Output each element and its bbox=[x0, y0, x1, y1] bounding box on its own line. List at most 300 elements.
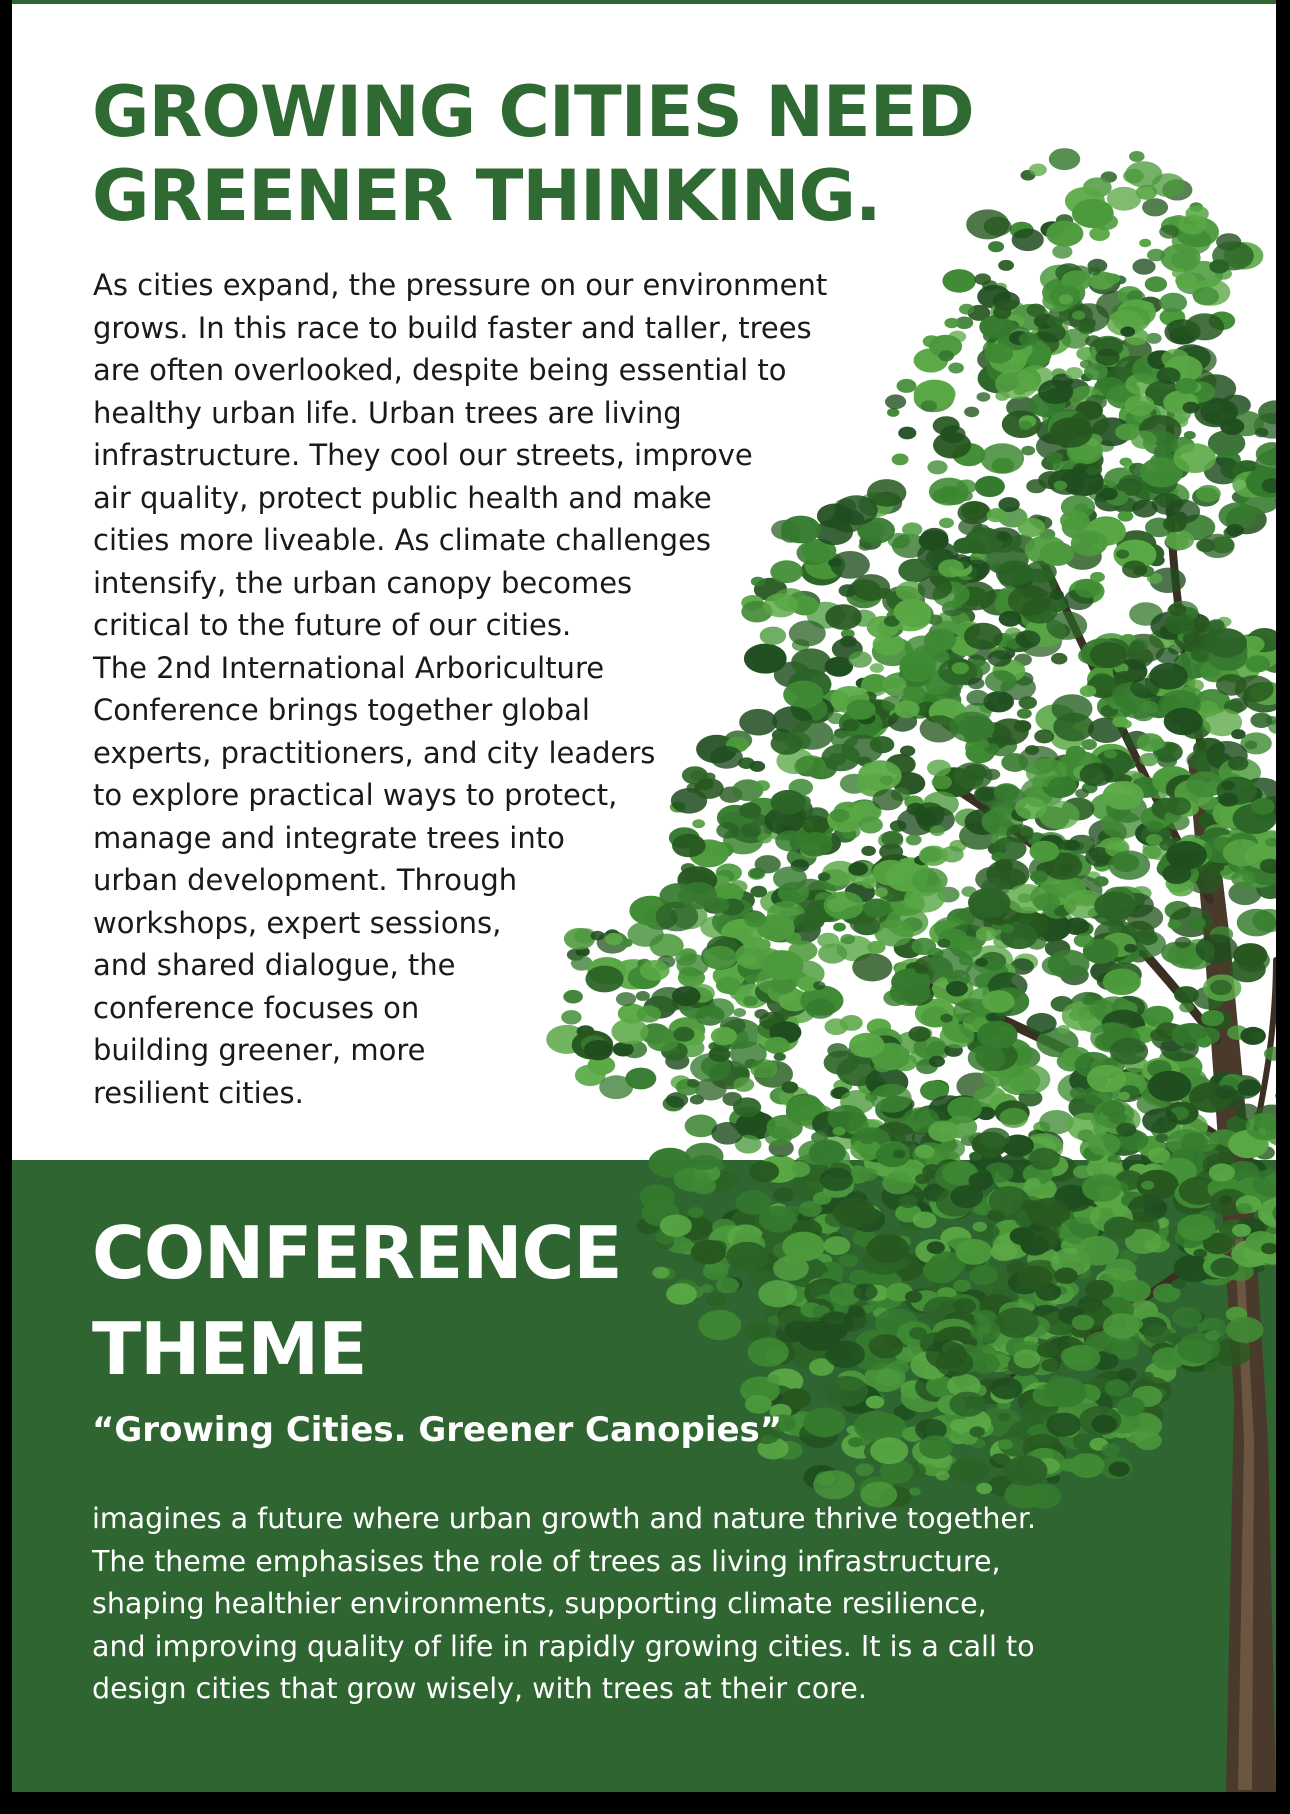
leaf bbox=[640, 960, 670, 981]
leaf bbox=[1094, 876, 1109, 886]
leaf bbox=[1187, 917, 1206, 930]
leaf bbox=[874, 888, 888, 898]
leaf bbox=[1200, 399, 1238, 426]
theme-body-line: design cities that grow wisely, with trees at their core. bbox=[92, 1672, 867, 1705]
leaf bbox=[894, 700, 919, 718]
leaf bbox=[1173, 443, 1216, 473]
leaf bbox=[1087, 1065, 1126, 1093]
leaf bbox=[861, 846, 876, 856]
intro-line: intensify, the urban canopy becomes bbox=[93, 565, 633, 600]
leaf bbox=[1004, 1456, 1047, 1486]
leaf bbox=[859, 1132, 876, 1144]
leaf bbox=[998, 260, 1014, 271]
leaf bbox=[1102, 1162, 1120, 1175]
leaf bbox=[1157, 367, 1181, 384]
leaf bbox=[1046, 221, 1083, 247]
leaf bbox=[1066, 746, 1086, 760]
leaf bbox=[1255, 428, 1269, 438]
leaf bbox=[1107, 187, 1141, 211]
leaf bbox=[1060, 510, 1090, 531]
leaf bbox=[1054, 481, 1068, 491]
leaf bbox=[1144, 1325, 1171, 1344]
leaf bbox=[1197, 1038, 1211, 1048]
leaf bbox=[1275, 1092, 1276, 1100]
leaf bbox=[827, 898, 847, 912]
leaf bbox=[1167, 1333, 1182, 1343]
leaf bbox=[1081, 739, 1097, 750]
leaf bbox=[1124, 944, 1137, 953]
leaf bbox=[672, 986, 701, 1006]
leaf bbox=[1075, 789, 1089, 799]
leaf bbox=[1059, 294, 1074, 304]
leaf bbox=[1209, 259, 1229, 273]
leaf bbox=[1041, 1359, 1060, 1372]
leaf bbox=[823, 1324, 847, 1341]
intro-line: are often overlooked, despite being essential to bbox=[93, 353, 787, 387]
leaf bbox=[716, 822, 739, 838]
leaf bbox=[803, 1407, 846, 1437]
leaf bbox=[1057, 1025, 1069, 1034]
leaf bbox=[1163, 516, 1187, 533]
leaf bbox=[770, 560, 803, 583]
leaf bbox=[1071, 530, 1108, 556]
leaf bbox=[749, 1161, 779, 1182]
leaf bbox=[849, 1033, 884, 1058]
intro-line: resilient cities. bbox=[93, 1075, 304, 1110]
leaf bbox=[1122, 561, 1147, 579]
leaf bbox=[980, 1128, 1010, 1149]
leaf bbox=[993, 306, 1012, 319]
leaf bbox=[833, 923, 846, 932]
leaf bbox=[1116, 1123, 1136, 1137]
leaf bbox=[1019, 421, 1032, 430]
leaf bbox=[976, 787, 996, 801]
leaf bbox=[1168, 603, 1186, 616]
leaf bbox=[605, 933, 623, 945]
leaf bbox=[1155, 1134, 1168, 1143]
leaf bbox=[703, 1262, 729, 1280]
leaf bbox=[1179, 215, 1207, 235]
leaf bbox=[1028, 1148, 1060, 1170]
leaf bbox=[930, 825, 945, 836]
leaf bbox=[703, 946, 737, 970]
leaf bbox=[673, 1027, 694, 1042]
leaf bbox=[1064, 917, 1089, 935]
intro-line: to explore practical ways to protect, bbox=[93, 778, 618, 812]
leaf bbox=[899, 1195, 918, 1208]
leaf bbox=[1108, 851, 1150, 880]
leaf bbox=[882, 1172, 914, 1194]
leaf bbox=[932, 775, 952, 789]
leaf bbox=[1064, 840, 1080, 851]
leaf bbox=[988, 1186, 1029, 1215]
leaf bbox=[1131, 431, 1157, 449]
leaf bbox=[974, 273, 991, 285]
leaf bbox=[711, 1027, 737, 1045]
theme-title-line: THEME bbox=[92, 1307, 367, 1391]
leaf bbox=[869, 1334, 904, 1358]
leaf bbox=[956, 1239, 993, 1265]
leaf bbox=[759, 1206, 797, 1233]
leaf bbox=[981, 443, 1025, 474]
intro-line: As cities expand, the pressure on our environment bbox=[93, 268, 828, 302]
leaf bbox=[1129, 641, 1145, 652]
leaf bbox=[726, 1242, 768, 1272]
leaf bbox=[732, 1066, 750, 1079]
leaf bbox=[768, 1375, 781, 1384]
leaf bbox=[852, 953, 892, 981]
leaf bbox=[1119, 1280, 1151, 1303]
leaf bbox=[781, 516, 821, 544]
leaf bbox=[886, 907, 928, 937]
leaf bbox=[983, 691, 1014, 712]
intro-line: manage and integrate trees into bbox=[93, 820, 565, 855]
leaf bbox=[739, 709, 777, 736]
intro-line: infrastructure. They cool our streets, improve bbox=[93, 438, 753, 472]
leaf bbox=[1184, 1042, 1196, 1051]
leaf bbox=[1120, 327, 1135, 337]
leaf bbox=[880, 776, 894, 786]
leaf bbox=[890, 978, 930, 1006]
leaf bbox=[866, 1396, 885, 1409]
leaf bbox=[959, 716, 994, 741]
leaf bbox=[870, 1084, 911, 1113]
leaf bbox=[976, 1483, 992, 1494]
leaf bbox=[684, 1143, 723, 1170]
leaf bbox=[898, 427, 916, 440]
leaf bbox=[706, 1293, 726, 1307]
leaf bbox=[1088, 266, 1101, 275]
leaf bbox=[1063, 1345, 1101, 1371]
leaf bbox=[692, 1177, 716, 1194]
leaf bbox=[1147, 249, 1165, 262]
leaf bbox=[1152, 493, 1183, 515]
leaf bbox=[1250, 713, 1272, 728]
leaf bbox=[940, 1014, 952, 1023]
leaf bbox=[1165, 614, 1195, 635]
leaf bbox=[1001, 753, 1028, 772]
leaf bbox=[1166, 797, 1192, 815]
leaf bbox=[1074, 933, 1094, 947]
leaf bbox=[751, 577, 765, 587]
leaf bbox=[1025, 745, 1039, 755]
leaf bbox=[1072, 311, 1085, 320]
leaf bbox=[953, 1298, 976, 1314]
leaf bbox=[711, 1122, 743, 1145]
leaf bbox=[1118, 511, 1134, 522]
leaf bbox=[1233, 943, 1267, 967]
leaf bbox=[887, 408, 899, 417]
leaf bbox=[1019, 332, 1038, 345]
leaf bbox=[809, 1140, 846, 1166]
leaf bbox=[1116, 550, 1129, 559]
leaf bbox=[1222, 781, 1236, 791]
leaf bbox=[781, 1081, 798, 1093]
leaf bbox=[900, 746, 915, 757]
leaf bbox=[806, 998, 835, 1018]
leaf bbox=[1034, 729, 1054, 743]
leaf bbox=[977, 392, 991, 402]
leaf bbox=[1054, 1268, 1077, 1284]
leaf bbox=[802, 815, 829, 834]
intro-line: and shared dialogue, the bbox=[93, 948, 456, 982]
leaf bbox=[773, 1187, 794, 1202]
leaf bbox=[995, 1307, 1039, 1338]
leaf bbox=[969, 1426, 985, 1437]
leaf bbox=[1210, 980, 1232, 995]
leaf bbox=[1149, 663, 1188, 690]
leaf bbox=[968, 1045, 1006, 1071]
leaf bbox=[840, 636, 857, 648]
leaf bbox=[919, 1435, 953, 1459]
leaf bbox=[1216, 674, 1247, 696]
leaf bbox=[1237, 1203, 1253, 1214]
leaf bbox=[825, 1376, 869, 1407]
leaf bbox=[1177, 1214, 1215, 1241]
leaf bbox=[766, 1115, 802, 1140]
leaf bbox=[818, 872, 831, 881]
leaf bbox=[733, 1008, 746, 1017]
leaf bbox=[897, 379, 917, 393]
leaf bbox=[1101, 1443, 1120, 1456]
leaf bbox=[854, 917, 880, 935]
leaf bbox=[1010, 1227, 1036, 1245]
leaf bbox=[625, 1068, 656, 1090]
leaf bbox=[733, 1097, 761, 1117]
leaf bbox=[591, 931, 605, 941]
leaf bbox=[1196, 485, 1221, 502]
leaf bbox=[1193, 287, 1219, 305]
leaf bbox=[1141, 1181, 1154, 1190]
leaf bbox=[872, 789, 903, 810]
leaf bbox=[825, 604, 862, 630]
leaf bbox=[1183, 632, 1202, 645]
leaf bbox=[1080, 763, 1114, 787]
leaf bbox=[979, 315, 1013, 339]
leaf bbox=[813, 1470, 855, 1499]
leaf bbox=[975, 476, 1005, 497]
leaf bbox=[999, 1108, 1028, 1128]
leaf bbox=[939, 350, 955, 361]
leaf bbox=[949, 1392, 985, 1417]
leaf bbox=[749, 761, 765, 772]
leaf bbox=[1160, 244, 1200, 272]
leaf bbox=[870, 663, 884, 673]
leaf bbox=[1027, 304, 1046, 317]
leaf bbox=[1205, 1330, 1220, 1340]
leaf bbox=[894, 599, 931, 625]
leaf bbox=[820, 1168, 853, 1191]
leaf bbox=[840, 1015, 863, 1031]
leaf bbox=[913, 1212, 937, 1229]
intro-line: air quality, protect public health and make bbox=[93, 480, 712, 515]
leaf bbox=[935, 1350, 973, 1377]
top-rule bbox=[12, 0, 1276, 4]
leaf bbox=[1034, 893, 1061, 912]
intro-line: healthy urban life. Urban trees are living bbox=[93, 395, 682, 430]
leaf bbox=[923, 335, 941, 347]
leaf bbox=[744, 1322, 770, 1340]
leaf bbox=[1025, 1178, 1040, 1189]
leaf bbox=[628, 922, 664, 947]
leaf bbox=[1108, 1111, 1127, 1124]
leaf bbox=[970, 1321, 1001, 1343]
leaf bbox=[908, 1026, 930, 1042]
leaf bbox=[1174, 986, 1199, 1003]
leaf bbox=[660, 1215, 692, 1237]
leaf bbox=[847, 700, 876, 720]
leaf bbox=[764, 593, 798, 617]
leaf bbox=[758, 833, 772, 843]
leaf bbox=[1105, 1379, 1129, 1396]
intro-line: Conference brings together global bbox=[93, 693, 590, 727]
leaf bbox=[921, 400, 937, 411]
leaf bbox=[1146, 821, 1163, 833]
leaf bbox=[988, 241, 1004, 252]
leaf bbox=[1179, 1002, 1194, 1012]
leaf bbox=[1000, 924, 1014, 934]
leaf bbox=[944, 318, 959, 328]
intro-line: urban development. Through bbox=[93, 863, 518, 897]
leaf bbox=[1105, 274, 1120, 285]
leaf bbox=[760, 627, 786, 645]
leaf bbox=[918, 576, 952, 600]
leaf bbox=[1196, 934, 1238, 963]
leaf bbox=[848, 862, 868, 876]
leaf bbox=[1159, 225, 1179, 239]
leaf bbox=[1080, 685, 1097, 697]
leaf bbox=[774, 1053, 786, 1061]
theme-body-line: The theme emphasises the role of trees as living infrastructure, bbox=[92, 1544, 1001, 1578]
leaf bbox=[881, 831, 903, 846]
leaf bbox=[640, 1184, 675, 1209]
leaf bbox=[729, 880, 748, 893]
leaf bbox=[929, 478, 969, 506]
leaf bbox=[1090, 642, 1127, 668]
leaf bbox=[842, 719, 859, 731]
leaf bbox=[1049, 148, 1080, 170]
leaf bbox=[1030, 870, 1048, 883]
leaf bbox=[709, 1047, 731, 1062]
leaf bbox=[1162, 864, 1191, 884]
leaf bbox=[950, 1419, 969, 1432]
leaf bbox=[1139, 753, 1158, 766]
leaf bbox=[867, 1234, 909, 1263]
leaf bbox=[994, 859, 1013, 872]
leaf bbox=[968, 678, 985, 690]
leaf bbox=[754, 780, 770, 791]
leaf bbox=[1252, 1032, 1264, 1041]
leaf bbox=[1159, 293, 1187, 313]
leaf bbox=[1100, 488, 1117, 500]
leaf bbox=[1018, 518, 1046, 537]
leaf bbox=[1204, 1362, 1220, 1373]
leaf bbox=[1049, 417, 1092, 447]
leaf bbox=[901, 659, 934, 682]
leaf bbox=[1117, 1397, 1145, 1417]
leaf bbox=[1040, 542, 1075, 566]
leaf bbox=[964, 623, 1003, 650]
leaf bbox=[789, 620, 826, 646]
leaf bbox=[842, 735, 884, 764]
leaf bbox=[1183, 402, 1200, 414]
leaf bbox=[964, 407, 979, 418]
leaf bbox=[616, 992, 636, 1006]
leaf bbox=[1226, 1317, 1263, 1343]
leaf bbox=[1173, 1307, 1203, 1328]
leaf bbox=[953, 1280, 971, 1292]
leaf bbox=[915, 965, 928, 974]
leaf bbox=[1219, 793, 1239, 807]
leaf bbox=[973, 1222, 987, 1232]
leaf bbox=[999, 611, 1022, 627]
leaf bbox=[1019, 696, 1037, 709]
leaf bbox=[1077, 1236, 1119, 1266]
leaf bbox=[938, 559, 964, 577]
leaf bbox=[796, 755, 826, 776]
leaf bbox=[1072, 1315, 1094, 1331]
leaf bbox=[1125, 395, 1155, 416]
leaf bbox=[988, 650, 1012, 667]
leaf bbox=[1231, 870, 1255, 887]
leaf bbox=[1109, 1462, 1130, 1477]
flyer-page bbox=[12, 0, 1276, 1792]
leaf bbox=[1112, 716, 1128, 727]
leaf bbox=[870, 1437, 908, 1464]
leaf bbox=[687, 1079, 700, 1088]
leaf bbox=[991, 1242, 1018, 1261]
leaf bbox=[1075, 722, 1087, 731]
leaf bbox=[1088, 1133, 1121, 1156]
leaf bbox=[765, 1037, 790, 1054]
leaf bbox=[1251, 798, 1275, 815]
leaf bbox=[1066, 367, 1083, 379]
leaf bbox=[830, 551, 870, 579]
leaf bbox=[1046, 1413, 1081, 1437]
leaf bbox=[652, 1267, 669, 1279]
leaf bbox=[959, 304, 974, 315]
leaf bbox=[1038, 380, 1073, 405]
leaf bbox=[991, 718, 1029, 745]
leaf bbox=[1008, 585, 1051, 615]
leaf bbox=[1052, 245, 1072, 259]
leaf bbox=[1104, 749, 1117, 758]
leaf bbox=[1238, 1079, 1262, 1096]
leaf bbox=[637, 1005, 662, 1022]
leaf bbox=[1047, 317, 1063, 328]
leaf bbox=[813, 1192, 832, 1205]
leaf bbox=[927, 460, 947, 474]
leaf bbox=[1231, 729, 1245, 739]
leaf bbox=[1209, 1163, 1235, 1181]
leaf bbox=[1246, 655, 1270, 672]
leaf bbox=[833, 1127, 846, 1136]
leaf bbox=[952, 662, 969, 674]
leaf bbox=[1139, 239, 1151, 247]
leaf bbox=[977, 1021, 1018, 1049]
theme-body-paragraph bbox=[92, 1498, 1112, 1711]
leaf bbox=[1142, 198, 1168, 216]
headline-line: GREENER THINKING. bbox=[92, 155, 881, 237]
leaf bbox=[949, 1460, 982, 1483]
leaf bbox=[1201, 1010, 1224, 1026]
theme-body-line: and improving quality of life in rapidly growing cities. It is a call to bbox=[92, 1629, 1035, 1663]
leaf bbox=[1122, 759, 1136, 769]
leaf bbox=[928, 1120, 959, 1142]
leaf bbox=[976, 927, 997, 941]
leaf bbox=[939, 518, 954, 528]
intro-line: grows. In this race to build faster and taller, trees bbox=[93, 310, 812, 345]
